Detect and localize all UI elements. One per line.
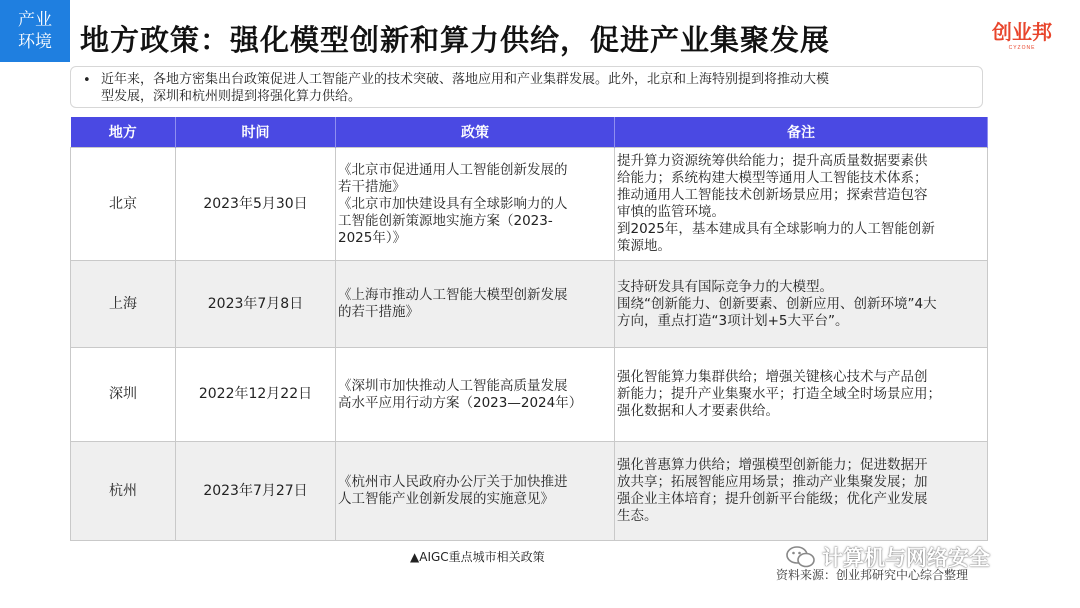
column-header-region: 地方 [71,117,176,148]
policy-line: 若干措施》 [338,178,406,195]
note-cell [615,442,988,541]
note-line: 强企业主体培育；提升创新平台能级；优化产业发展 [617,491,928,507]
column-header-policy: 政策 [336,117,615,148]
policy-line: 高水平应用行动方案（2023—2024年） [338,394,583,411]
policy-line: 的若干措施》 [338,304,419,320]
note-line: 推动通用人工智能技术创新场景应用；探索营造包容 [617,187,928,203]
policy-cell [336,348,615,442]
date-cell: 2023年7月27日 [176,442,336,541]
note-line: 放共享；拓展智能应用场景；推动产业集聚发展；加 [617,474,928,490]
table-row-shanghai [71,261,988,348]
note-line: 审慎的监管环境。 [617,204,725,220]
city-cell: 深圳 [71,348,176,442]
date-cell: 2023年5月30日 [176,148,336,261]
brand-logo-sub: CYZONE [1008,45,1036,51]
page-title: 地方政策：强化模型创新和算力供给，促进产业集聚发展 [80,23,831,57]
policy-cell [336,148,615,261]
note-line: 生态。 [617,508,658,524]
date-cell: 2022年12月22日 [176,348,336,442]
watermark-text: 计算机与网络安全 [822,546,990,570]
policy-line: 《深圳市加快推动人工智能高质量发展 [338,377,568,394]
table-header-row [71,117,988,148]
policy-line: 工智能创新策源地实施方案（2023- [338,212,553,229]
note-cell [615,148,988,261]
note-line: 强化普惠算力供给；增强模型创新能力；促进数据开 [617,457,928,473]
note-line: 到2025年，基本建成具有全球影响力的人工智能创新 [617,221,935,237]
note-line: 强化智能算力集群供给；增强关键核心技术与产品创 [617,369,928,385]
note-cell [615,261,988,348]
note-line: 围绕“创新能力、创新要素、创新应用、创新环境”4大 [617,295,937,312]
table-row-shenzhen [71,348,988,442]
city-cell: 杭州 [71,442,176,541]
note-line: 给能力；系统构建大模型等通用人工智能技术体系； [617,170,928,186]
note-line: 强化数据和人才要素供给。 [617,403,779,419]
section-tag-line1: 产业 [18,10,52,30]
brand-logo-name: 创业邦 [992,20,1052,44]
note-line: 新能力；提升产业集聚水平；打造全域全时场景应用； [617,386,941,402]
intro-line-1: 近年来，各地方密集出台政策促进人工智能产业的技术突破、落地应用和产业集群发展。此外，北京和上海特别提到将推动大模 [101,72,830,87]
section-tag [0,0,70,62]
policy-line: 人工智能产业创新发展的实施意见》 [338,491,554,507]
note-line: 提升算力资源统筹供给能力；提升高质量数据要素供 [617,153,928,169]
policy-line: 《北京市加快建设具有全球影响力的人 [338,195,568,212]
policy-line: 《北京市促进通用人工智能创新发展的 [338,161,568,178]
city-cell: 上海 [71,261,176,348]
note-line: 策源地。 [617,238,671,254]
table-row-beijing [71,148,988,261]
intro-line-2: 型发展，深圳和杭州则提到将强化算力供给。 [101,89,362,104]
policy-line: 2025年）》 [338,229,407,246]
policy-line: 《杭州市人民政府办公厅关于加快推进 [338,474,568,490]
intro-box [70,66,983,108]
city-cell: 北京 [71,148,176,261]
source-note: 资料来源：创业邦研究中心综合整理 [776,568,969,582]
table-row-hangzhou [71,442,988,541]
column-header-notes: 备注 [615,117,988,148]
policy-cell [336,442,615,541]
policy-cell [336,261,615,348]
note-line: 支持研发具有国际竞争力的大模型。 [617,278,833,295]
date-cell: 2023年7月8日 [176,261,336,348]
table-caption: ▲AIGC重点城市相关政策 [410,550,545,564]
brand-logo [988,20,1056,52]
policy-line: 《上海市推动人工智能大模型创新发展 [338,287,568,303]
note-cell [615,348,988,442]
policy-table [70,117,988,541]
bullet-icon: • [83,73,91,88]
note-line: 方向，重点打造“3项计划+5大平台”。 [617,312,849,329]
section-tag-line2: 环境 [18,32,52,52]
column-header-date: 时间 [176,117,336,148]
